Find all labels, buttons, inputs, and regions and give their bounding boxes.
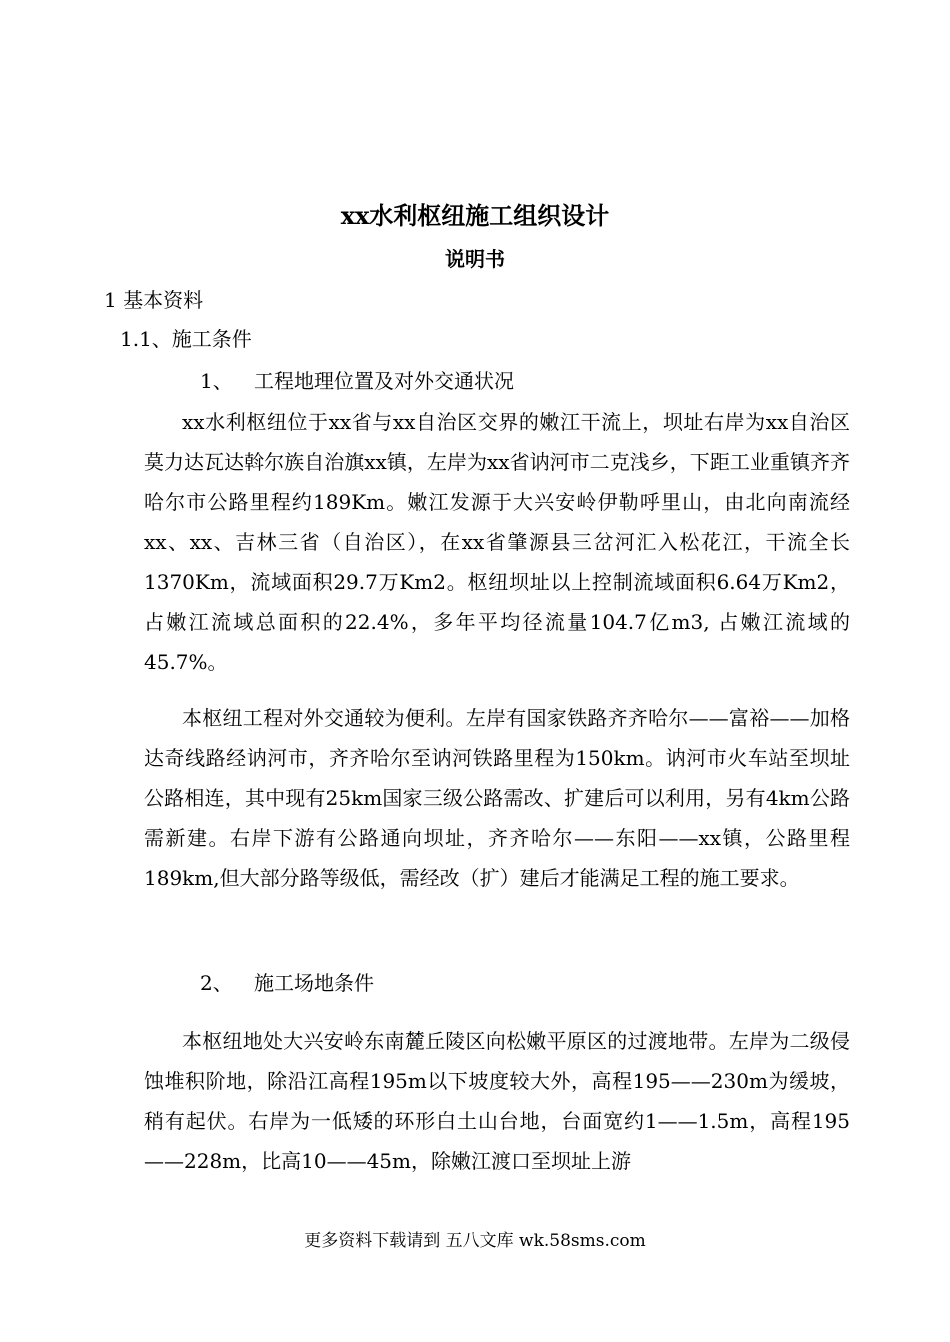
document-title: xx水利枢纽施工组织设计 bbox=[340, 201, 610, 230]
footer-link-text[interactable]: 更多资料下载请到 五八文库 wk.58sms.com bbox=[304, 1231, 646, 1251]
paragraph-location: xx水利枢纽位于xx省与xx自治区交界的嫩江干流上，坝址右岸为xx自治区莫力达瓦达斡尔族自治旗xx镇，左岸为xx省讷河市二克浅乡，下距工业重镇齐齐哈尔市公路里程约189Km。嫩江发源于大兴安岭伊勒呼里山，由北向南流经xx、xx、吉林三省（自治区），在xx省肇源县三岔河汇入松花江，干流全长1370Km，流域面积29.7万Km2。枢纽坝址以上控制流域面积6.64万Km2，占嫩江流域总面积的22.4%，多年平均径流量104.7亿m3, 占嫩江流域的45.7%。 bbox=[144, 410, 850, 674]
item-heading-1 bbox=[200, 366, 514, 396]
section-heading-1: 1 基本资料 bbox=[104, 288, 204, 312]
item-number-2: 2、 bbox=[200, 971, 233, 995]
paragraph-transport: 本枢纽工程对外交通较为便利。左岸有国家铁路齐齐哈尔——富裕——加格达奇线路经讷河市，齐齐哈尔至讷河铁路里程为150km。讷河市火车站至坝址公路相连，其中现有25km国家三级公路需改、扩建后可以利用，另有4km公路需新建。右岸下游有公路通向坝址，齐齐哈尔——东阳——xx镇，公路里程189km,但大部分路等级低，需经改（扩）建后才能满足工程的施工要求。 bbox=[144, 706, 850, 890]
paragraph-site-conditions: 本枢纽地处大兴安岭东南麓丘陵区向松嫩平原区的过渡地带。左岸为二级侵蚀堆积阶地，除沿江高程195m以下坡度较大外，高程195——230m为缓坡，稍有起伏。右岸为一低矮的环形白土山台地，台面宽约1——1.5m，高程195——228m，比高10——45m，除嫩江渡口至坝址上游 bbox=[144, 1029, 850, 1173]
item-heading-2-text: 施工场地条件 bbox=[254, 971, 374, 995]
section-heading-1-1: 1.1、施工条件 bbox=[120, 327, 252, 351]
item-number-1: 1、 bbox=[200, 369, 233, 393]
document-subtitle: 说明书 bbox=[445, 247, 505, 271]
item-heading-1-text: 工程地理位置及对外交通状况 bbox=[254, 369, 514, 393]
item-heading-2 bbox=[200, 968, 374, 998]
